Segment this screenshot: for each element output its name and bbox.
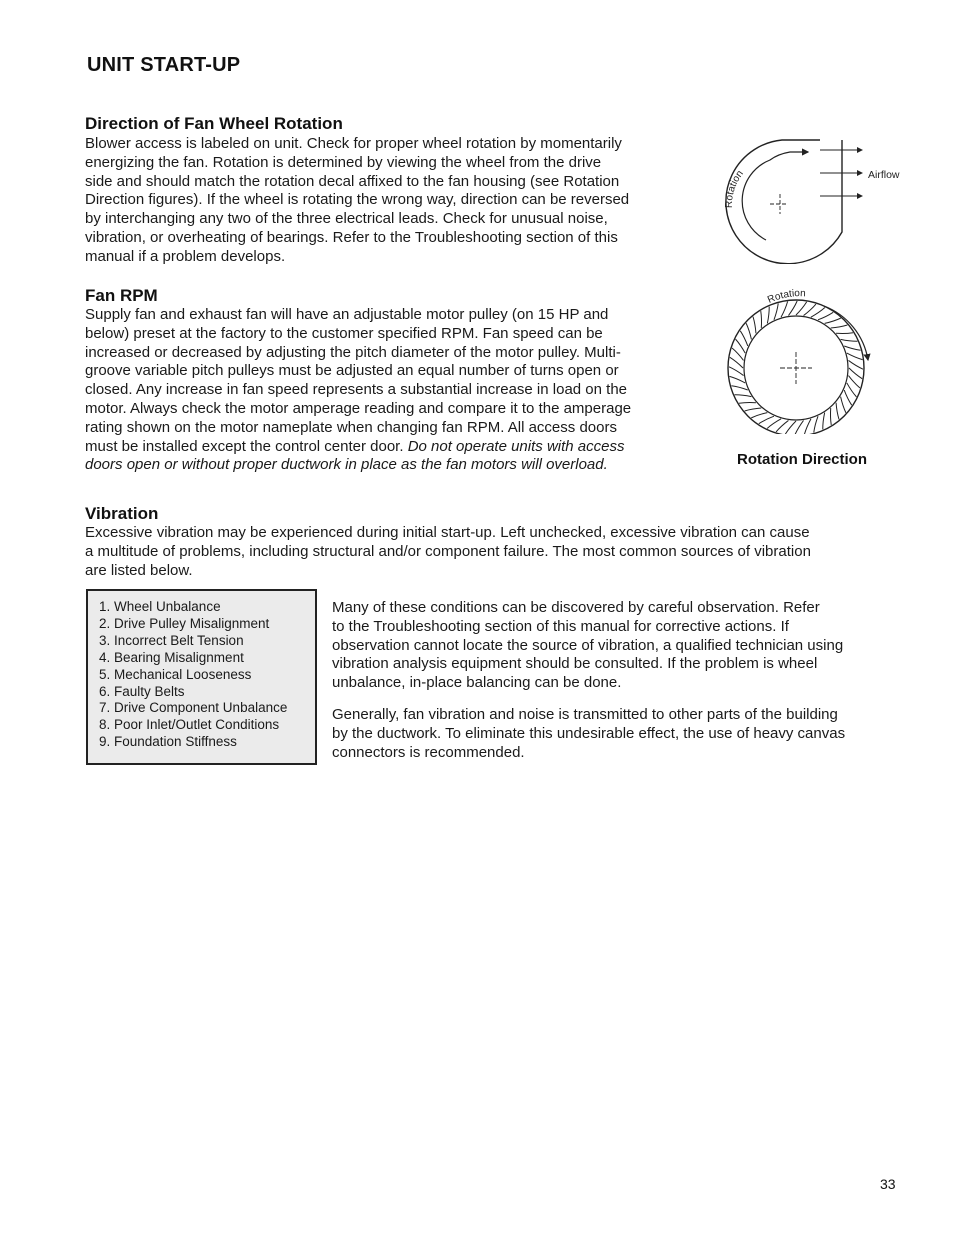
text-line: Supply fan and exhaust fan will have an adjustable motor pulley (on 15 HP and (85, 306, 609, 323)
fan-blade (746, 323, 751, 339)
fan-blade (788, 301, 797, 316)
text-line: Excessive vibration may be experienced during initial start-up. Left unchecked, excessive vibration can cause (85, 524, 810, 541)
text-line: rating shown on the motor nameplate when changing fan RPM. All access doors (85, 418, 617, 436)
fan-housing-diagram (712, 132, 912, 264)
list-item: 9. Foundation Stiffness (99, 734, 237, 750)
center-mark (770, 194, 788, 214)
fan-blade (774, 303, 778, 319)
page-title: UNIT START-UP (87, 54, 241, 76)
fan-blade (804, 419, 811, 434)
vibration-paragraph-2 (332, 706, 902, 762)
fan-blade (761, 311, 762, 328)
text-line: below) preset at the factory to the customer specified RPM. Fan speed can be (85, 324, 603, 342)
fan-blade (818, 312, 833, 320)
text-line: groove variable pitch pulleys must be adjusted an equal number of turns open or (85, 362, 619, 380)
text-line: Many of these conditions can be discovered by careful observation. Refer (332, 599, 820, 616)
text-line: a multitude of problems, including structural and/or component failure. The most common sources of vibration (85, 542, 811, 560)
fan-blade (847, 353, 863, 360)
text-line: Blower access is labeled on unit. Check for proper wheel rotation by momentarily (85, 135, 622, 152)
fan-blade (731, 386, 747, 390)
wheel-rotation-label: Rotation (766, 288, 806, 306)
fan-blade (767, 419, 781, 429)
text-line: to the Troubleshooting section of this manual for corrective actions. If (332, 617, 789, 635)
fan-blade (736, 339, 746, 353)
text-line: connectors is recommended. (332, 743, 525, 761)
fan-blade (836, 333, 853, 334)
text-line: side and should match the rotation decal affixed to the fan housing (see Rotation (85, 172, 620, 190)
fan-blade (729, 367, 744, 376)
text-line: Direction figures). If the wheel is rotating the wrong way, direction can be reversed (85, 191, 630, 209)
fan-blade (823, 413, 825, 430)
text-line: vibration analysis equipment should be consulted. If the problem is wheel (332, 655, 818, 673)
text-line: must be installed except the control center door. (85, 437, 408, 455)
fan-blade (811, 308, 825, 318)
text-line: are listed below. (85, 561, 193, 579)
fan-blade (730, 376, 746, 383)
fan-blade (848, 360, 863, 369)
fan-blade (831, 325, 848, 328)
list-item: 6. Faulty Belts (99, 683, 185, 699)
text-line: by interchanging any two of the three electrical leads. Check for unusual noise, (85, 210, 608, 228)
text-line: observation cannot locate the source of vibration, a qualified technician using (332, 636, 844, 654)
fan-wheel-diagram (712, 284, 892, 434)
fan-blade (740, 331, 748, 346)
fan-blade (847, 383, 857, 397)
fan-blade (730, 357, 743, 368)
text-line: closed. Any increase in fan speed represents a substantial increase in load on the (85, 381, 628, 399)
text-line: increased or decreased by adjusting the pitch diameter of the motor pulley. Multi- (85, 343, 621, 361)
figure-caption: Rotation Direction (737, 451, 867, 468)
vibration-sources-box (86, 589, 317, 765)
fan-blade (776, 420, 788, 431)
fan-blade (753, 317, 756, 334)
housing-outline (723, 140, 842, 264)
page-number: 33 (880, 1176, 896, 1192)
fan-blade (732, 348, 743, 360)
fan-blade (795, 420, 804, 434)
vibration-intro (85, 524, 811, 580)
fan-blade (735, 395, 752, 397)
fan-blade (849, 368, 862, 379)
airflow-label: Airflow (868, 169, 900, 181)
text-line: Generally, fan vibration and noise is transmitted to other parts of the building (332, 706, 838, 723)
warning-text: doors open or without proper ductwork in place as the fan motors will overload. (85, 456, 608, 474)
fan-rotation-text (85, 135, 629, 267)
fan-blade (830, 408, 831, 425)
fan-blade (739, 402, 756, 403)
fan-blade (745, 408, 762, 411)
fan-blade (848, 376, 859, 388)
fan-rpm-heading: Fan RPM (85, 286, 158, 305)
fan-blade (785, 421, 796, 434)
list-item: 2. Drive Pulley Misalignment (99, 615, 270, 631)
vibration-heading: Vibration (85, 504, 159, 523)
text-line: manual if a problem develops. (85, 247, 286, 265)
list-item: 1. Wheel Unbalance (99, 599, 221, 614)
fan-blade (781, 302, 788, 318)
list-item: 3. Incorrect Belt Tension (99, 632, 244, 648)
text-line: unbalance, in-place balancing can be done. (332, 674, 622, 692)
fan-blade (825, 318, 841, 323)
text-line: by the ductwork. To eliminate this undesirable effect, the use of heavy canvas (332, 724, 846, 742)
text-line: energizing the fan. Rotation is determined by viewing the wheel from the drive (85, 153, 602, 171)
fan-blade (751, 413, 767, 418)
fan-blade (841, 339, 858, 341)
fan-rpm-text (85, 306, 631, 475)
fan-blade (814, 416, 818, 432)
vibration-paragraph-1 (332, 599, 902, 693)
fan-blade (767, 307, 769, 324)
list-item: 4. Bearing Misalignment (99, 649, 244, 665)
fan-blade (759, 416, 774, 424)
rotation-arrow (742, 152, 808, 240)
center-mark (780, 352, 812, 384)
fan-blade (841, 397, 846, 413)
fan-blade (836, 403, 839, 420)
housing-rotation-label: Rotation (723, 168, 746, 209)
fan-rotation-heading: Direction of Fan Wheel Rotation (85, 114, 343, 133)
list-item: 8. Poor Inlet/Outlet Conditions (99, 717, 280, 733)
warning-text: Do not operate units with access (407, 437, 625, 455)
fan-blade (804, 304, 816, 315)
list-item: 7. Drive Component Unbalance (99, 700, 288, 716)
text-line: motor. Always check the motor amperage reading and compare it to the amperage (85, 399, 632, 417)
fan-blade (844, 390, 852, 405)
fan-blade (796, 302, 807, 315)
vibration-sources-list (99, 599, 287, 751)
list-item: 5. Mechanical Looseness (99, 666, 252, 682)
fan-blade (844, 346, 860, 350)
text-line: vibration, or overheating of bearings. Refer to the Troubleshooting section of this (85, 228, 618, 246)
